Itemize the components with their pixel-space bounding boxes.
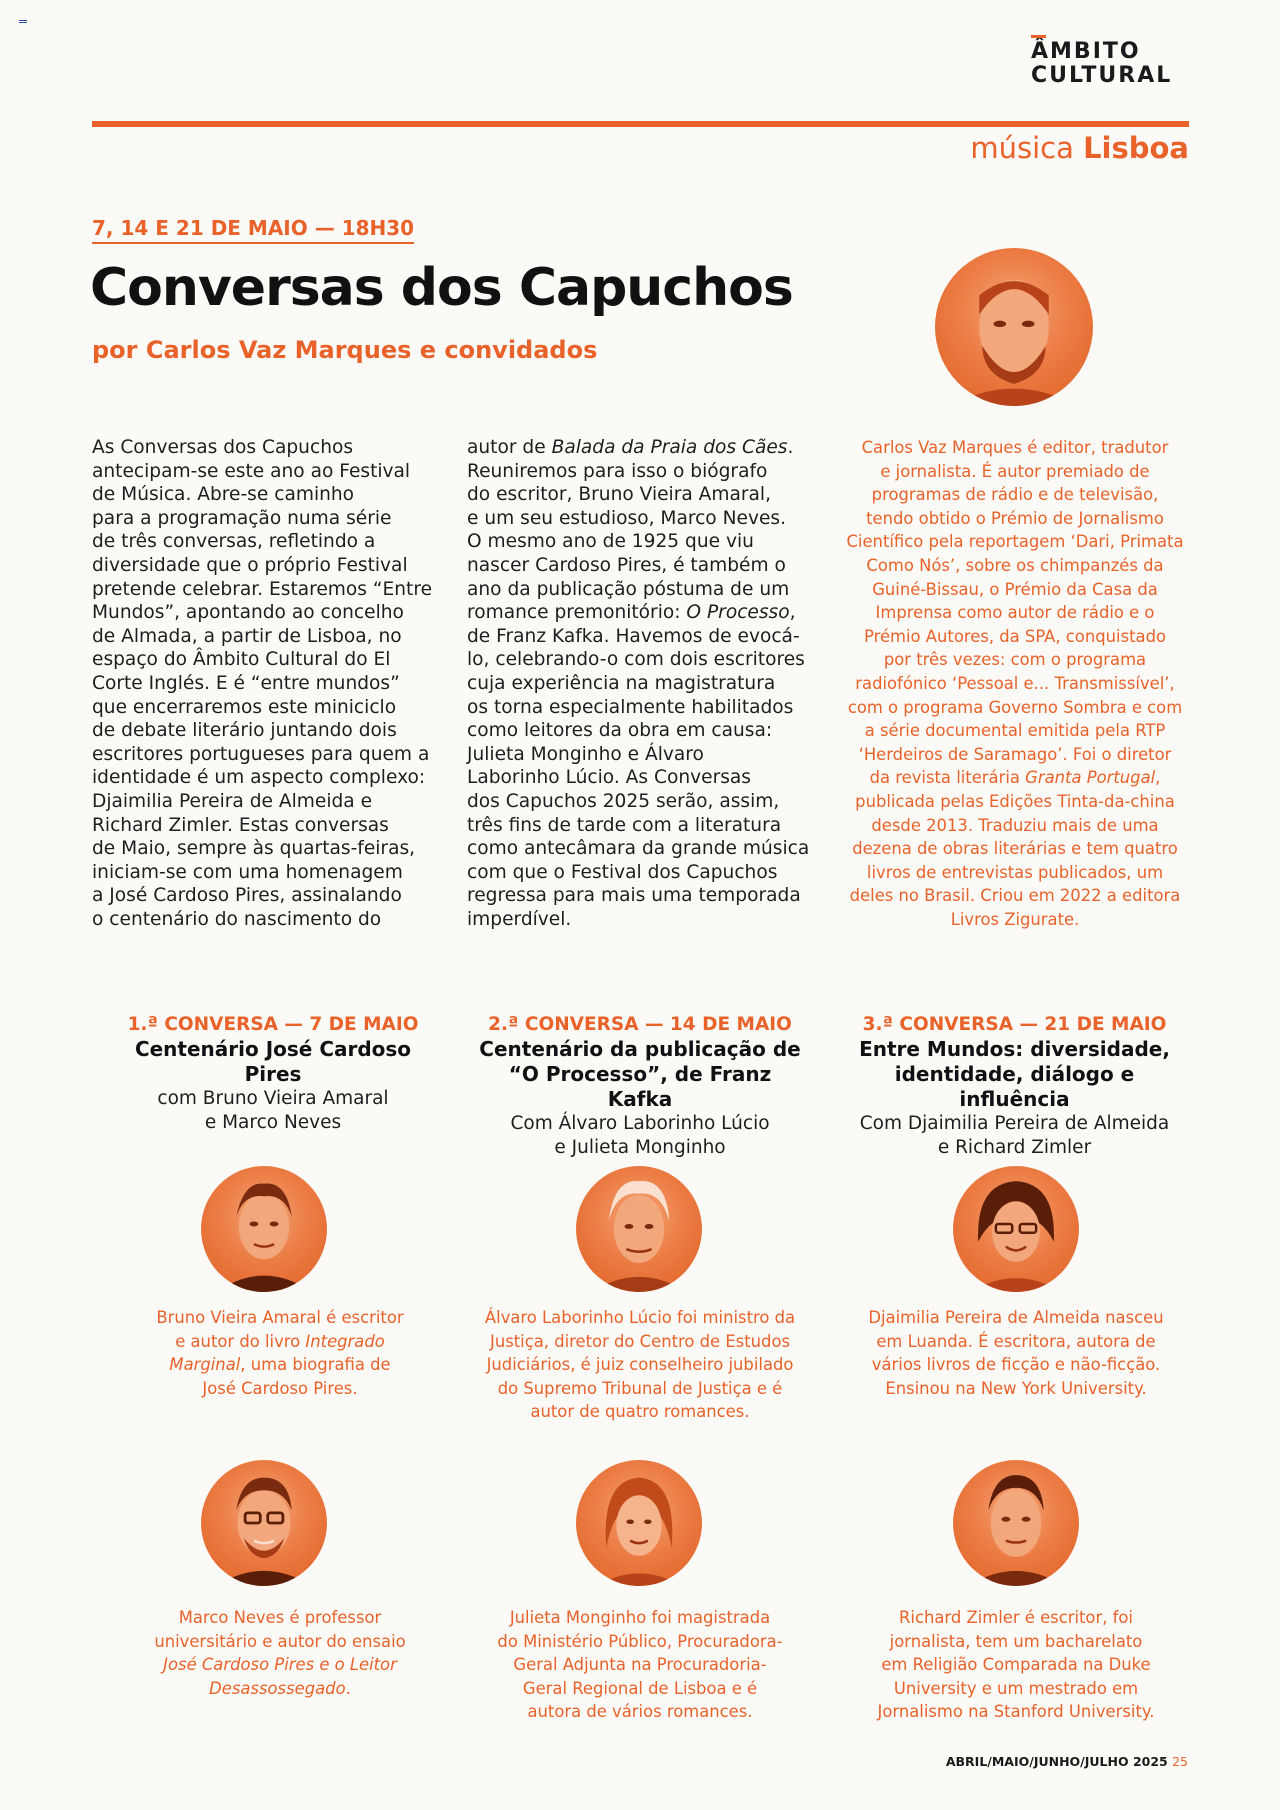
text-line: de Almada, a partir de Lisboa, no xyxy=(92,625,402,647)
portrait-alvaro-laborinho-lucio xyxy=(576,1166,702,1292)
text-line: imperdível. xyxy=(467,908,572,930)
conversation-guests: e Julieta Monginho xyxy=(554,1137,726,1158)
bio-julieta-monginho xyxy=(469,1606,811,1724)
text-line: dezena de obras literárias e tem quatro xyxy=(852,839,1178,859)
portrait-richard-zimler xyxy=(953,1460,1079,1586)
text-line: Julieta Monginho e Álvaro xyxy=(467,743,704,765)
text-line: de Franz Kafka. Havemos de evocá- xyxy=(467,625,800,647)
text-line: ‘Herdeiros de Saramago’. Foi o diretor xyxy=(858,744,1172,764)
text-line: antecipam-se este ano ao Festival xyxy=(92,460,411,482)
text-line: do escritor, Bruno Vieira Amaral, xyxy=(467,484,772,506)
text-line: Reuniremos para isso o biógrafo xyxy=(467,460,768,482)
bio-richard-zimler xyxy=(846,1606,1186,1724)
ambito-cultural-logo xyxy=(1031,40,1191,88)
conversation-title: Entre Mundos: diversidade, xyxy=(859,1037,1170,1061)
conversation-guests: Com Álvaro Laborinho Lúcio xyxy=(510,1113,770,1134)
text-line: Prémio Autores, da SPA, conquistado xyxy=(863,626,1167,646)
bio-djaimilia-pereira-de-almeida xyxy=(846,1306,1186,1400)
text-line: Como Nós’, sobre os chimpanzés da xyxy=(866,555,1164,575)
text-line: nascer Cardoso Pires, é também o xyxy=(467,554,786,576)
text-line: e jornalista. É autor premiado de xyxy=(880,461,1150,481)
text-line: que encerraremos este miniciclo xyxy=(92,696,397,718)
conversation-guests: com Bruno Vieira Amaral xyxy=(157,1088,389,1109)
portrait-carlos-vaz-marques xyxy=(935,248,1093,406)
text-line: da revista literária Granta Portugal, xyxy=(869,768,1161,788)
text-line: As Conversas dos Capuchos xyxy=(92,437,354,458)
logo-line-1: ÂMBITO xyxy=(1031,39,1141,64)
conversation-title: Centenário José Cardoso Pires xyxy=(134,1037,412,1086)
host-portrait xyxy=(935,248,1093,406)
text-line: diversidade que o próprio Festival xyxy=(92,554,408,576)
intro-column-1 xyxy=(92,436,447,931)
text-line: Richard Zimler. Estas conversas xyxy=(92,814,389,836)
logo-accent-bar xyxy=(1031,35,1046,38)
person-photo-icon xyxy=(953,1460,1079,1586)
portrait-djaimilia-pereira-de-almeida xyxy=(953,1166,1079,1292)
text-line: do Ministério Público, Procuradora- xyxy=(497,1631,783,1651)
text-line: University e um mestrado em xyxy=(893,1678,1139,1698)
text-line: ano da publicação póstuma de um xyxy=(467,578,790,600)
text-line: autor de quatro romances. xyxy=(530,1402,750,1422)
text-line: como antecâmara da grande música xyxy=(467,838,810,860)
text-line: os torna especialmente habilitados xyxy=(467,696,794,718)
text-line: a José Cardoso Pires, assinalando xyxy=(92,885,402,907)
page-subtitle: por Carlos Vaz Marques e convidados xyxy=(92,336,598,364)
text-line: do Supremo Tribunal de Justiça e é xyxy=(497,1378,783,1398)
person-photo-icon xyxy=(576,1166,702,1292)
text-line: Ensinou na New York University. xyxy=(885,1378,1147,1398)
portrait-bruno-vieira-amaral xyxy=(201,1166,327,1292)
text-line: de Maio, sempre às quartas-feiras, xyxy=(92,838,416,860)
text-line: programas de rádio e de televisão, xyxy=(871,485,1159,505)
conversation-3 xyxy=(842,1013,1187,1160)
conversation-guests: Com Djaimilia Pereira de Almeida xyxy=(859,1113,1170,1134)
logo-line-2: CULTURAL xyxy=(1031,63,1173,88)
text-line: a série documental emitida pela RTP xyxy=(864,721,1166,741)
text-line: de três conversas, refletindo a xyxy=(92,531,376,553)
text-line: espaço do Âmbito Cultural do El xyxy=(92,649,391,671)
menu-icon[interactable] xyxy=(19,20,27,26)
text-line: em Luanda. É escritora, autora de xyxy=(876,1331,1156,1351)
portrait-julieta-monginho xyxy=(576,1460,702,1586)
bio-marco-neves: Marco Neves é professor universitário e autor do ensaio José Cardoso Pires e o Leitor Desassossegado. xyxy=(154,1608,406,1698)
text-line: com que o Festival dos Capuchos xyxy=(467,861,778,883)
text-line: Jornalismo na Stanford University. xyxy=(877,1702,1155,1722)
section-label xyxy=(970,131,1189,165)
event-dates: 7, 14 E 21 DE MAIO — 18H30 xyxy=(92,216,414,244)
text-line: o centenário do nascimento do xyxy=(92,908,382,930)
issue-label: ABRIL/MAIO/JUNHO/JULHO 2025 xyxy=(945,1754,1168,1769)
text-line: tendo obtido o Prémio de Jornalismo xyxy=(866,508,1164,528)
text-line: de debate literário juntando dois xyxy=(92,720,397,742)
page-title: Conversas dos Capuchos xyxy=(90,258,793,318)
text-line: jornalista, tem um bacharelato xyxy=(889,1631,1143,1651)
text-line: com o programa Governo Sombra e com xyxy=(847,697,1183,717)
conversation-title: Centenário da publicação de xyxy=(479,1037,801,1061)
intro-column-2 xyxy=(467,436,822,931)
text-line: como leitores da obra em causa: xyxy=(467,720,773,742)
conversation-label: 1.ª CONVERSA — 7 DE MAIO xyxy=(127,1014,419,1035)
text-line: livros de entrevistas publicados, um xyxy=(866,862,1164,882)
text-line: Álvaro Laborinho Lúcio foi ministro da xyxy=(484,1308,796,1327)
text-line: O mesmo ano de 1925 que viu xyxy=(467,531,754,553)
text-line: iniciam-se com uma homenagem xyxy=(92,861,403,883)
text-line: cuja experiência na magistratura xyxy=(467,672,776,694)
text-line: Científico pela reportagem ‘Dari, Primata xyxy=(846,532,1184,552)
bio-alvaro-laborinho-lucio xyxy=(469,1306,811,1424)
conversation-title: identidade, diálogo e influência xyxy=(894,1062,1135,1111)
conversation-label: 3.ª CONVERSA — 21 DE MAIO xyxy=(862,1014,1167,1035)
person-photo-icon xyxy=(576,1460,702,1586)
header-rule xyxy=(92,121,1189,127)
text-line: e um seu estudioso, Marco Neves. xyxy=(467,507,786,529)
text-line: três fins de tarde com a literatura xyxy=(467,814,782,836)
text-line: deles no Brasil. Criou em 2022 a editora xyxy=(849,886,1181,906)
section-category: música xyxy=(970,131,1074,165)
text-line: Livros Zigurate. xyxy=(950,909,1080,929)
text-line: Laborinho Lúcio. As Conversas xyxy=(467,767,751,789)
text-line: Djaimilia Pereira de Almeida nasceu xyxy=(868,1308,1164,1327)
text-line: Geral Adjunta na Procuradoria- xyxy=(513,1655,767,1675)
conversation-guests: e Marco Neves xyxy=(204,1112,342,1133)
conversation-title: “O Processo”, de Franz Kafka xyxy=(508,1062,772,1111)
host-bio xyxy=(840,436,1190,931)
person-photo-icon xyxy=(953,1166,1079,1292)
portrait-marco-neves xyxy=(201,1460,327,1586)
text-line: Justiça, diretor do Centro de Estudos xyxy=(489,1331,791,1351)
text-line: publicada pelas Edições Tinta-da-china xyxy=(855,791,1175,811)
text-line: romance premonitório: O Processo, xyxy=(467,602,796,624)
text-line: desde 2013. Traduziu mais de uma xyxy=(871,815,1159,835)
text-line: radiofónico ‘Pessoal e... Transmissível’, xyxy=(855,673,1175,693)
text-line: vários livros de ficção e não-ficção. xyxy=(871,1355,1161,1375)
conversation-1 xyxy=(108,1013,438,1135)
text-line: Geral Regional de Lisboa e é xyxy=(522,1678,758,1698)
text-line: por três vezes: com o programa xyxy=(883,650,1147,670)
text-line: em Religião Comparada na Duke xyxy=(881,1655,1151,1675)
conversation-2 xyxy=(475,1013,805,1160)
text-line: Guiné-Bissau, o Prémio da Casa da xyxy=(872,579,1158,599)
text-line: de Música. Abre-se caminho xyxy=(92,484,355,506)
text-line: Julieta Monginho foi magistrada xyxy=(509,1608,771,1627)
text-line: Imprensa como autor de rádio e o xyxy=(875,603,1155,623)
text-line: autor de Balada da Praia dos Cães. xyxy=(467,437,794,458)
text-line: identidade é um aspecto complexo: xyxy=(92,767,426,789)
text-line: para a programação numa série xyxy=(92,507,392,529)
bio-bruno-vieira-amaral: Bruno Vieira Amaral é escritor e autor do livro Integrado Marginal, uma biografia de José Cardoso Pires. xyxy=(156,1308,404,1398)
text-line: Richard Zimler é escritor, foi xyxy=(899,1608,1133,1627)
text-line: lo, celebrando-o com dois escritores xyxy=(467,649,805,671)
conversation-guests: e Richard Zimler xyxy=(937,1137,1092,1158)
text-line: Djaimilia Pereira de Almeida e xyxy=(92,790,373,812)
text-line: autora de vários romances. xyxy=(527,1702,753,1722)
text-line: Carlos Vaz Marques é editor, tradutor xyxy=(861,438,1169,457)
person-photo-icon xyxy=(201,1460,327,1586)
text-line: Mundos”, apontando ao concelho xyxy=(92,602,404,624)
person-photo-icon xyxy=(201,1166,327,1292)
section-city: Lisboa xyxy=(1083,131,1189,165)
text-line: regressa para mais uma temporada xyxy=(467,885,801,907)
text-line: pretende celebrar. Estaremos “Entre xyxy=(92,578,433,600)
text-line: Judiciários, é juiz conselheiro jubilado xyxy=(486,1355,794,1375)
text-line: escritores portugueses para quem a xyxy=(92,743,430,765)
page-footer xyxy=(946,1754,1188,1769)
text-line: Corte Inglés. E é “entre mundos” xyxy=(92,672,400,694)
conversation-label: 2.ª CONVERSA — 14 DE MAIO xyxy=(488,1014,792,1035)
text-line: dos Capuchos 2025 serão, assim, xyxy=(467,790,780,812)
page-number: 25 xyxy=(1172,1754,1188,1769)
